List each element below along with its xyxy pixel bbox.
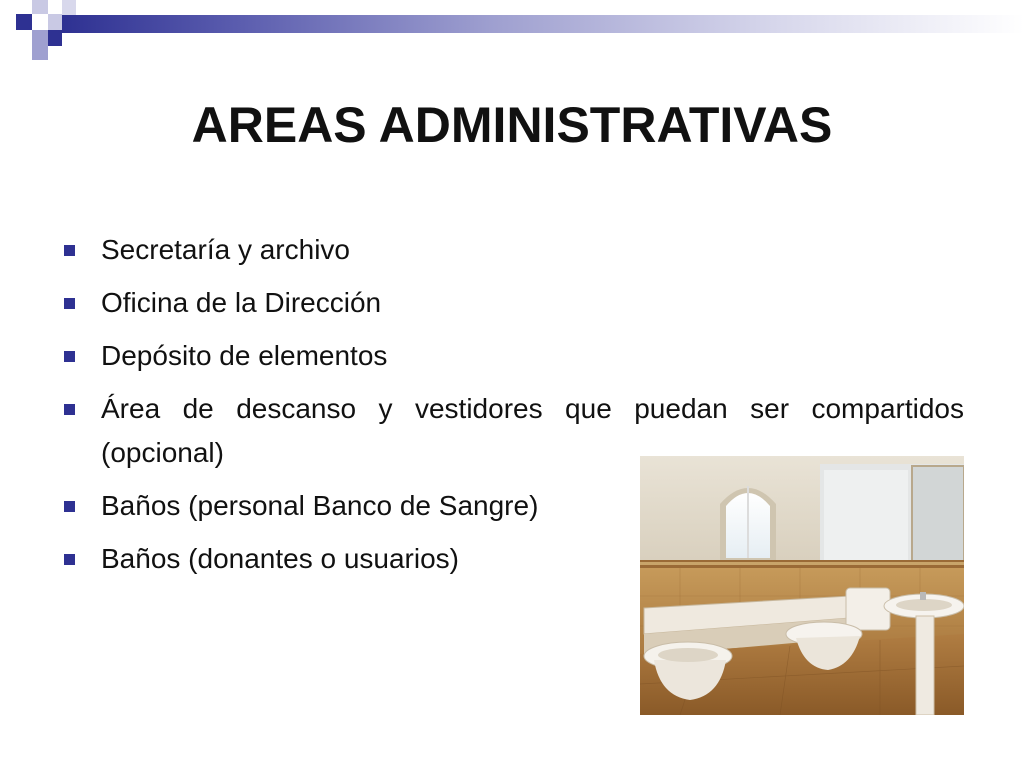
bathroom-photo <box>640 456 964 715</box>
bullet-item <box>62 334 964 378</box>
bullet-text: Secretaría y archivo <box>101 234 350 265</box>
square-bullet-icon <box>64 351 75 362</box>
bullet-item <box>62 228 964 272</box>
bathroom-photo-icon <box>640 456 964 715</box>
decor-square-dark <box>16 14 32 30</box>
decor-square-light <box>32 30 48 46</box>
bullet-text: Baños (donantes o usuarios) <box>101 543 459 574</box>
square-bullet-icon <box>64 298 75 309</box>
decor-square-dark <box>48 30 62 46</box>
slide-title: AREAS ADMINISTRATIVAS <box>191 97 833 153</box>
bullet-text: Área de descanso y vestidores que puedan ser compartidos (opcional) <box>101 393 964 468</box>
square-bullet-icon <box>64 554 75 565</box>
decor-square-light <box>48 14 62 30</box>
decor-square-light <box>32 0 48 14</box>
bullet-item <box>62 281 964 325</box>
decor-square-light <box>32 46 48 60</box>
square-bullet-icon <box>64 245 75 256</box>
square-bullet-icon <box>64 404 75 415</box>
bullet-text: Baños (personal Banco de Sangre) <box>101 490 539 521</box>
bullet-text: Oficina de la Dirección <box>101 287 382 318</box>
square-bullet-icon <box>64 501 75 512</box>
bullet-text: Depósito de elementos <box>101 340 388 371</box>
header-gradient-bar <box>62 15 1024 33</box>
decor-square-light <box>62 0 76 15</box>
